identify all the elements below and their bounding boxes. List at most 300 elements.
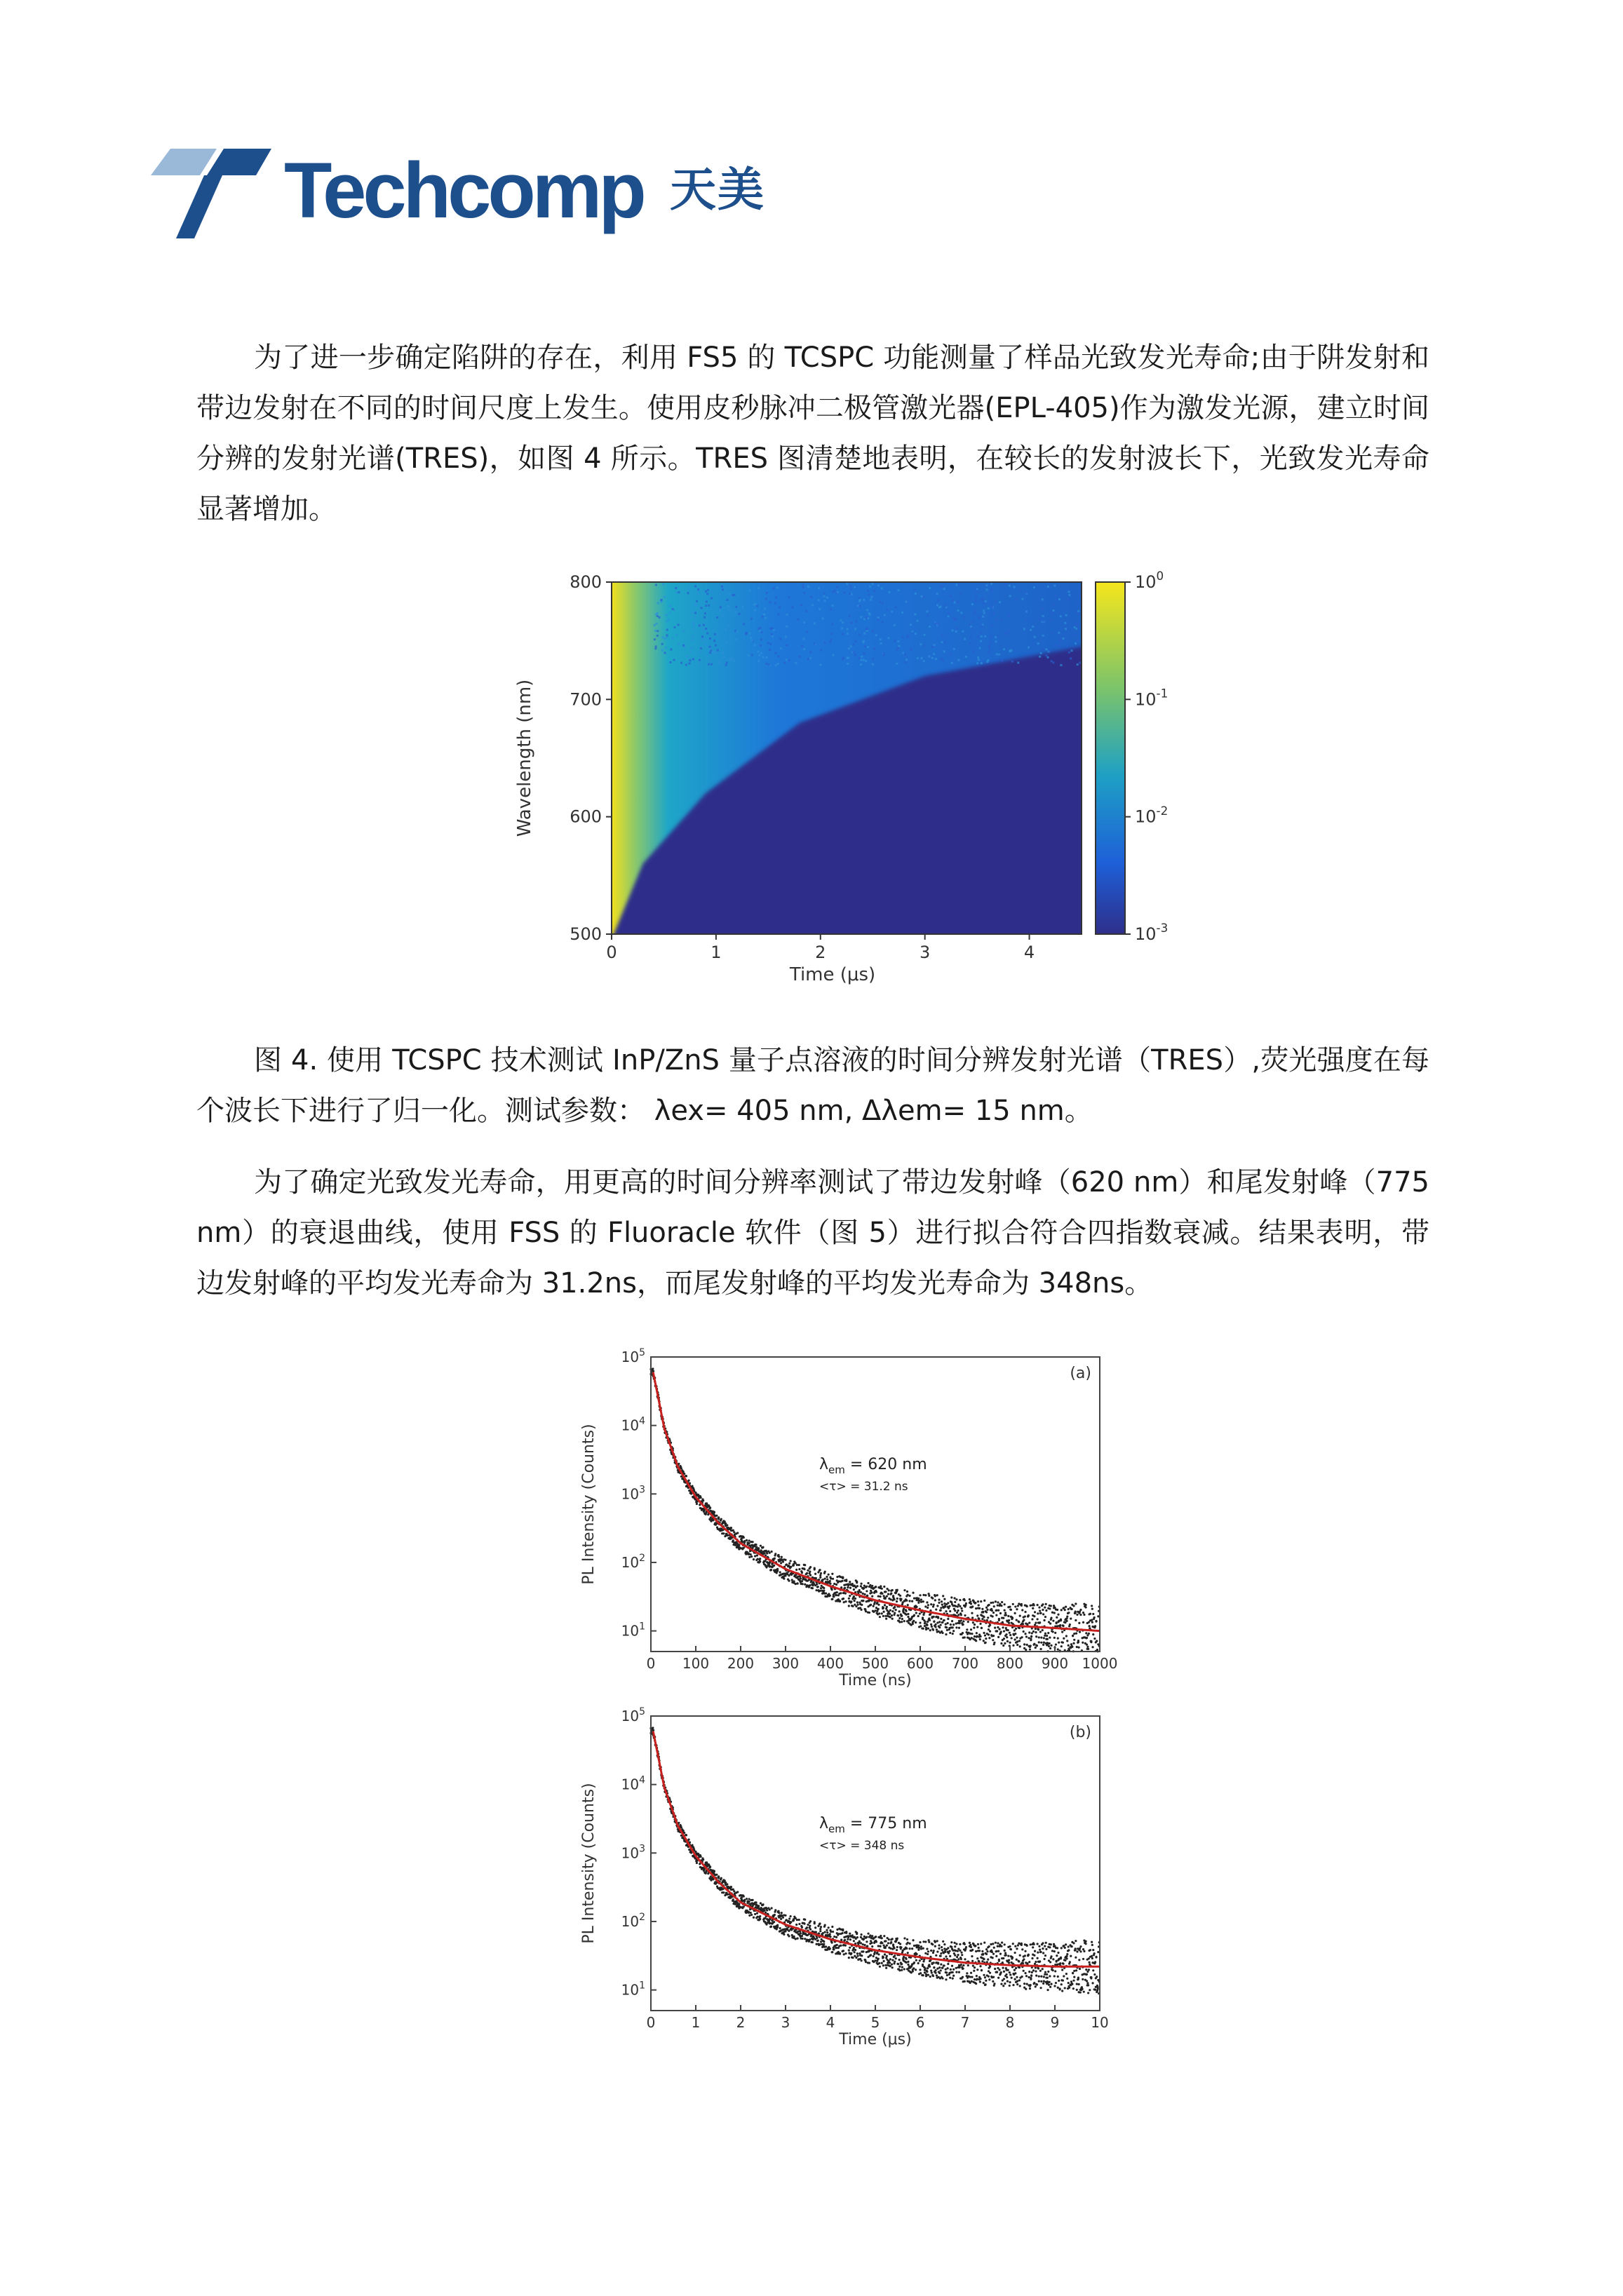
data-point: [1068, 1987, 1070, 1989]
data-point: [884, 1591, 887, 1593]
data-point: [1088, 1961, 1090, 1964]
data-point: [952, 1975, 955, 1977]
data-point: [901, 1963, 903, 1965]
data-point: [825, 1945, 827, 1947]
data-point: [994, 1627, 996, 1629]
data-point: [967, 1964, 969, 1966]
data-point: [947, 1602, 949, 1604]
tres-noise-pixel: [1077, 625, 1079, 627]
tres-noise-pixel: [702, 628, 704, 630]
data-point: [1049, 1642, 1051, 1645]
data-point: [773, 1565, 775, 1567]
tres-noise-pixel: [1077, 640, 1079, 642]
data-point: [1011, 1617, 1013, 1619]
tres-noise-pixel: [957, 609, 959, 612]
data-point: [856, 1952, 858, 1954]
data-point: [875, 1940, 877, 1943]
data-point: [1034, 1963, 1036, 1965]
data-point: [1004, 1609, 1006, 1612]
tres-noise-pixel: [814, 642, 816, 644]
data-point: [806, 1572, 808, 1574]
data-point: [1033, 1643, 1035, 1645]
tres-noise-pixel: [1030, 629, 1032, 631]
data-point: [733, 1531, 735, 1533]
logo-wordmark: Techcomp: [284, 147, 643, 234]
data-point: [898, 1617, 901, 1619]
data-point: [1046, 1977, 1049, 1979]
data-point: [865, 1610, 867, 1612]
data-point: [1091, 1605, 1093, 1607]
data-point: [997, 1977, 999, 1979]
data-point: [1049, 1981, 1051, 1983]
data-point: [992, 1615, 994, 1617]
tres-noise-pixel: [850, 645, 852, 647]
data-point: [941, 1949, 943, 1951]
tres-noise-pixel: [689, 651, 692, 653]
data-point: [1096, 1976, 1098, 1978]
data-point: [824, 1578, 826, 1580]
data-point: [907, 1942, 909, 1944]
data-point: [784, 1930, 786, 1932]
tres-noise-pixel: [996, 653, 998, 655]
data-point: [814, 1573, 816, 1575]
tres-noise-pixel: [1009, 630, 1011, 633]
tres-noise-pixel: [866, 628, 868, 630]
tres-noise-pixel: [736, 630, 739, 633]
tres-noise-pixel: [943, 650, 945, 652]
tres-noise-pixel: [672, 637, 674, 640]
data-point: [759, 1918, 761, 1920]
data-point: [1057, 1648, 1059, 1650]
tres-noise-pixel: [678, 643, 680, 645]
tres-noise-pixel: [1051, 633, 1053, 635]
tres-noise-pixel: [976, 662, 978, 664]
tres-noise-pixel: [760, 652, 762, 654]
tres-noise-pixel: [739, 613, 741, 615]
tres-noise-pixel: [820, 649, 822, 651]
data-point: [709, 1507, 711, 1509]
tres-noise-pixel: [656, 623, 658, 625]
tres-noise-pixel: [880, 638, 882, 640]
tres-noise-pixel: [715, 644, 717, 647]
data-point: [746, 1539, 748, 1541]
data-point: [929, 1629, 931, 1631]
data-point: [786, 1919, 788, 1921]
tres-noise-pixel: [852, 644, 854, 646]
tres-noise-pixel: [868, 593, 870, 595]
tres-noise-pixel: [891, 611, 893, 613]
data-point: [759, 1558, 761, 1560]
tres-noise-pixel: [1053, 604, 1055, 606]
data-point: [927, 1953, 929, 1955]
data-point: [700, 1856, 702, 1858]
data-point: [884, 1940, 887, 1942]
tres-noise-pixel: [887, 637, 889, 639]
data-point: [800, 1577, 802, 1579]
data-point: [924, 1594, 927, 1596]
tres-noise-pixel: [997, 635, 999, 637]
data-point: [955, 1622, 957, 1624]
tres-noise-pixel: [726, 662, 728, 664]
data-point: [911, 1947, 913, 1950]
data-point: [843, 1953, 845, 1955]
tres-noise-pixel: [786, 644, 788, 647]
data-point: [913, 1961, 915, 1964]
data-point: [751, 1541, 753, 1543]
data-point: [978, 1607, 981, 1609]
tres-noise-pixel: [699, 651, 701, 654]
data-point: [732, 1529, 734, 1532]
tres-noise-pixel: [654, 638, 656, 640]
data-point: [1001, 1601, 1003, 1603]
data-point: [1042, 1968, 1044, 1970]
data-point: [1008, 1622, 1010, 1624]
x-tick-label: 0: [606, 943, 617, 962]
tres-noise-pixel: [842, 621, 844, 623]
data-point: [905, 1610, 907, 1612]
data-point: [1000, 1945, 1002, 1947]
data-point: [952, 1978, 954, 1980]
data-point: [919, 1594, 921, 1596]
data-point: [1072, 1972, 1074, 1974]
tres-noise-pixel: [1034, 636, 1036, 638]
tres-noise-pixel: [656, 630, 659, 632]
tres-noise-pixel: [1067, 599, 1069, 601]
data-point: [732, 1539, 734, 1541]
tres-noise-pixel: [754, 644, 756, 646]
tres-noise-pixel: [917, 657, 919, 659]
data-point: [1091, 1608, 1093, 1610]
tres-noise-pixel: [700, 625, 702, 627]
data-point: [877, 1957, 880, 1959]
tres-noise-pixel: [849, 593, 851, 595]
data-point: [696, 1862, 698, 1864]
tres-noise-pixel: [735, 606, 737, 608]
data-point: [1040, 1637, 1042, 1639]
tres-noise-pixel: [951, 662, 953, 664]
data-point: [947, 1963, 949, 1965]
data-point: [845, 1580, 847, 1582]
tres-noise-pixel: [824, 642, 826, 644]
tres-noise-pixel: [863, 659, 865, 661]
data-point: [1003, 1978, 1005, 1980]
data-point: [727, 1534, 729, 1537]
data-point: [1079, 1609, 1082, 1611]
data-point: [770, 1926, 772, 1928]
data-point: [1083, 1991, 1085, 1993]
tres-noise-pixel: [858, 657, 861, 659]
data-point: [898, 1966, 901, 1968]
data-point: [1068, 1608, 1070, 1610]
data-point: [857, 1604, 859, 1606]
data-point: [1052, 1969, 1054, 1971]
data-point: [831, 1926, 833, 1928]
data-point: [1035, 1635, 1037, 1637]
data-point: [992, 1612, 995, 1614]
data-point: [812, 1941, 814, 1943]
data-point: [886, 1955, 888, 1957]
data-point: [884, 1947, 887, 1949]
tres-noise-pixel: [1071, 649, 1073, 651]
data-point: [1072, 1605, 1075, 1607]
data-point: [931, 1598, 934, 1600]
data-point: [1079, 1614, 1082, 1616]
data-point: [725, 1882, 727, 1884]
tres-noise-pixel: [1046, 648, 1048, 650]
data-point: [907, 1613, 909, 1615]
tres-noise-pixel: [995, 640, 997, 642]
data-point: [1048, 1984, 1050, 1986]
data-point: [940, 1964, 942, 1966]
data-point: [685, 1475, 687, 1477]
data-point: [997, 1967, 999, 1969]
tres-noise-pixel: [902, 636, 904, 638]
data-point: [1028, 1637, 1030, 1639]
data-point: [957, 1609, 959, 1612]
data-point: [981, 1969, 983, 1971]
data-point: [1044, 1635, 1046, 1637]
data-point: [889, 1965, 891, 1967]
data-point: [989, 1966, 991, 1968]
tres-noise-pixel: [860, 663, 862, 666]
tres-noise-pixel: [873, 590, 875, 592]
y-axis-label: PL Intensity (Counts): [580, 1424, 598, 1585]
data-point: [817, 1940, 819, 1942]
data-point: [991, 1609, 993, 1612]
data-point: [770, 1907, 772, 1909]
tres-noise-pixel: [769, 649, 771, 651]
data-point: [1042, 1942, 1044, 1944]
data-point: [962, 1620, 964, 1622]
data-point: [1039, 1630, 1042, 1633]
data-point: [927, 1950, 929, 1952]
data-point: [774, 1558, 776, 1560]
data-point: [809, 1929, 812, 1931]
data-point: [839, 1952, 841, 1954]
data-points: [649, 1368, 1100, 1652]
data-point: [1021, 1603, 1023, 1605]
data-point: [783, 1933, 785, 1936]
data-point: [971, 1976, 973, 1978]
data-point: [844, 1600, 847, 1602]
data-point: [1044, 1971, 1046, 1973]
data-point: [1084, 1604, 1086, 1606]
data-point: [1042, 1603, 1044, 1605]
data-point: [1043, 1980, 1045, 1983]
colorbar-tick-label: $10^{-3}$: [1135, 921, 1169, 944]
data-point: [887, 1942, 889, 1944]
data-point: [955, 1967, 957, 1969]
tres-noise-pixel: [779, 607, 781, 609]
tres-noise-pixel: [923, 660, 925, 662]
data-point: [913, 1598, 915, 1600]
data-point: [979, 1980, 981, 1983]
data-point: [969, 1598, 971, 1600]
data-point: [951, 1965, 953, 1967]
data-point: [1016, 1644, 1018, 1646]
data-point: [899, 1943, 901, 1945]
tres-noise-pixel: [711, 591, 713, 593]
data-point: [1018, 1966, 1021, 1969]
data-point: [1015, 1967, 1017, 1969]
data-point: [755, 1544, 757, 1546]
data-point: [1079, 1631, 1081, 1633]
data-point: [1008, 1619, 1010, 1621]
data-point: [934, 1623, 936, 1626]
data-point: [1005, 1633, 1007, 1635]
tres-noise-pixel: [1021, 598, 1023, 600]
data-point: [1094, 1989, 1096, 1991]
data-point: [870, 1591, 873, 1593]
data-point: [790, 1921, 792, 1923]
data-point: [924, 1625, 926, 1627]
data-point: [985, 1642, 987, 1644]
data-point: [836, 1929, 838, 1931]
data-point: [885, 1618, 887, 1620]
data-point: [1019, 1615, 1021, 1617]
tres-noise-pixel: [896, 649, 898, 651]
data-point: [760, 1549, 762, 1551]
data-point: [1024, 1615, 1026, 1617]
data-point: [814, 1926, 816, 1929]
data-point: [884, 1953, 886, 1955]
data-point: [977, 1943, 979, 1945]
data-point: [844, 1939, 846, 1941]
data-point: [889, 1947, 891, 1950]
data-point: [801, 1572, 803, 1574]
data-point: [1033, 1615, 1035, 1617]
data-point: [924, 1952, 927, 1954]
tres-noise-pixel: [743, 623, 745, 625]
tres-noise-pixel: [860, 659, 862, 661]
tres-noise-pixel: [952, 630, 954, 632]
data-point: [848, 1949, 850, 1951]
data-point: [816, 1583, 818, 1585]
data-point: [824, 1924, 826, 1926]
data-point: [1092, 1613, 1094, 1615]
average-lifetime-annotation: <τ> = 348 ns: [819, 1839, 905, 1853]
tres-noise-pixel: [688, 663, 690, 665]
tres-noise-pixel: [920, 643, 922, 645]
data-point: [995, 1942, 997, 1944]
data-point: [907, 1964, 909, 1966]
data-point: [1094, 1625, 1096, 1627]
data-point: [993, 1983, 995, 1985]
data-point: [881, 1962, 883, 1964]
data-point: [819, 1928, 821, 1930]
data-point: [981, 1950, 983, 1952]
data-point: [1025, 1975, 1028, 1977]
data-point: [1019, 1645, 1021, 1647]
data-point: [804, 1919, 806, 1921]
data-point: [1026, 1962, 1028, 1964]
data-point: [1075, 1633, 1077, 1635]
data-point: [876, 1952, 878, 1954]
tres-noise-pixel: [711, 663, 713, 666]
data-point: [959, 1605, 961, 1607]
data-point: [1044, 1945, 1046, 1947]
data-point: [877, 1608, 880, 1610]
data-point: [847, 1938, 849, 1940]
data-point: [1071, 1608, 1073, 1610]
data-point: [929, 1619, 931, 1621]
data-point: [1060, 1619, 1062, 1621]
data-point: [889, 1958, 891, 1960]
data-point: [1043, 1641, 1045, 1643]
tres-noise-pixel: [977, 636, 979, 638]
data-point: [971, 1612, 973, 1614]
data-point: [935, 1954, 937, 1957]
tres-noise-pixel: [686, 655, 688, 657]
data-point: [829, 1580, 831, 1582]
data-point: [1070, 1955, 1072, 1957]
data-point: [682, 1471, 685, 1473]
data-point: [1054, 1970, 1056, 1972]
data-point: [918, 1947, 920, 1949]
tres-noise-pixel: [931, 657, 934, 659]
techcomp-logo: [151, 149, 782, 240]
tres-noise-pixel: [708, 605, 710, 607]
data-point: [759, 1915, 761, 1917]
data-point: [784, 1559, 786, 1561]
data-point: [936, 1950, 938, 1952]
data-point: [1058, 1642, 1060, 1644]
data-point: [1050, 1943, 1052, 1945]
tres-noise-pixel: [905, 601, 908, 603]
y-tick-label: $10^1$: [621, 1621, 645, 1640]
data-point: [1023, 1619, 1025, 1621]
tres-noise-pixel: [1058, 639, 1060, 641]
data-point: [940, 1954, 942, 1957]
tres-noise-pixel: [929, 626, 931, 628]
data-point: [903, 1968, 905, 1970]
data-point: [915, 1612, 917, 1614]
data-point: [757, 1548, 760, 1551]
data-point: [790, 1566, 792, 1568]
data-point: [829, 1595, 831, 1597]
tres-noise-pixel: [867, 617, 869, 619]
tres-noise-pixel: [969, 642, 971, 644]
data-point: [860, 1591, 862, 1593]
data-point: [1025, 1649, 1027, 1651]
data-point: [979, 1623, 981, 1625]
data-point: [928, 1595, 930, 1597]
tres-noise-pixel: [897, 640, 899, 642]
data-point: [875, 1936, 877, 1938]
tres-noise-pixel: [678, 591, 680, 593]
data-point: [1085, 1969, 1087, 1971]
data-point: [922, 1600, 924, 1602]
data-point: [922, 1594, 924, 1596]
data-point: [957, 1950, 959, 1952]
tres-noise-pixel: [662, 583, 664, 586]
tres-noise-pixel: [696, 593, 699, 595]
y-tick-label: $10^2$: [621, 1911, 645, 1930]
data-point: [907, 1604, 909, 1606]
data-point: [730, 1527, 732, 1529]
data-point: [976, 1978, 978, 1980]
data-point: [720, 1877, 722, 1879]
tres-noise-pixel: [883, 652, 885, 654]
data-point: [943, 1602, 945, 1605]
data-point: [845, 1932, 847, 1934]
y-axis-label: PL Intensity (Counts): [580, 1783, 598, 1944]
data-point: [883, 1935, 885, 1937]
data-point: [860, 1583, 862, 1585]
data-point: [709, 1866, 711, 1868]
data-point: [1028, 1621, 1030, 1623]
tres-noise-pixel: [936, 593, 938, 595]
